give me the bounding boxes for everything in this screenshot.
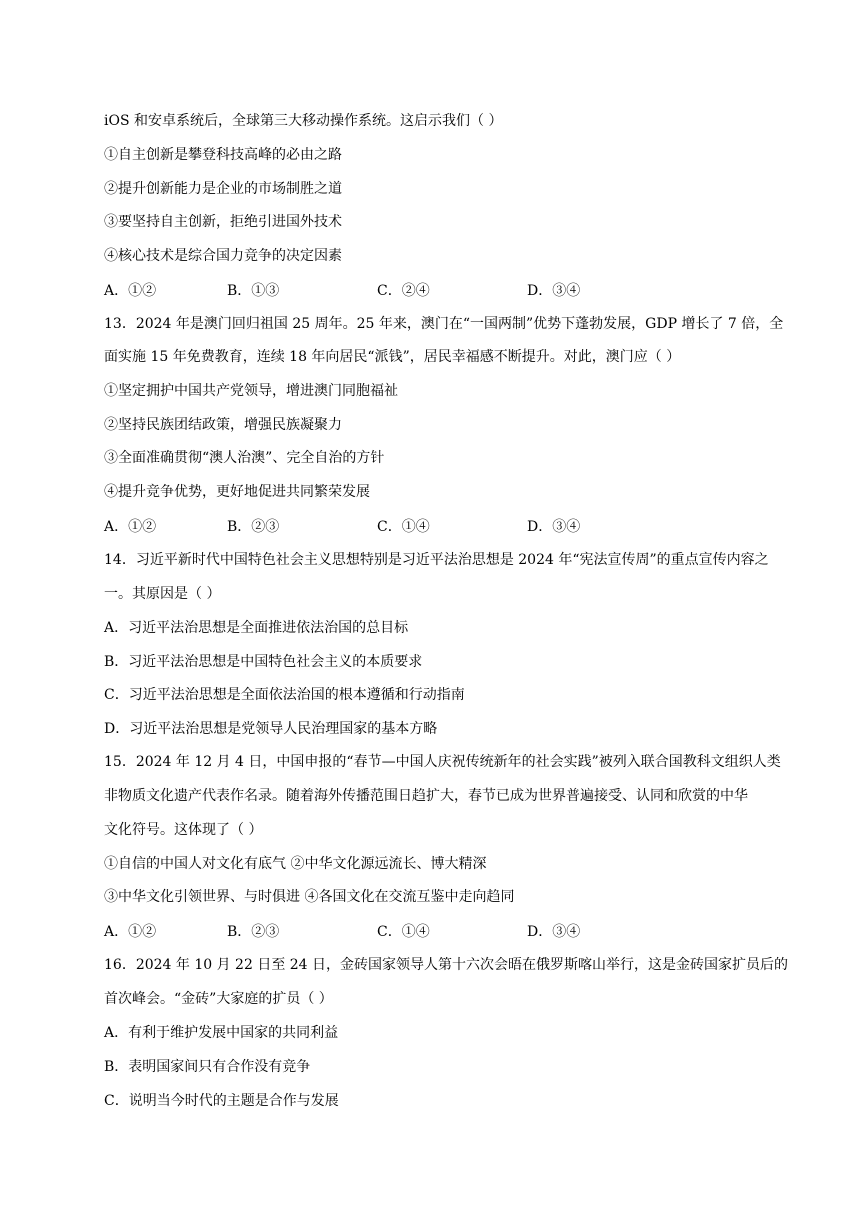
q15-stem-line-1: 15．2024 年 12 月 4 日，中国申报的“春节—中国人庆祝传统新年的社会实践”被列入联合国教科文组织人类 xyxy=(104,754,781,770)
q15-option-d[interactable]: D．③④ xyxy=(527,924,581,940)
q12-option-d[interactable]: D．③④ xyxy=(527,283,581,299)
q12-item-4: ④核心技术是综合国力竞争的决定因素 xyxy=(104,248,342,264)
q12-item-1: ①自主创新是攀登科技高峰的必由之路 xyxy=(104,147,342,163)
q12-item-2: ②提升创新能力是企业的市场制胜之道 xyxy=(104,181,342,197)
q13-option-a[interactable]: A．①② xyxy=(104,519,157,535)
q14-option-b[interactable]: B．习近平法治思想是中国特色社会主义的本质要求 xyxy=(104,654,423,670)
q15-option-c[interactable]: C．①④ xyxy=(377,924,430,940)
q13-item-2: ②坚持民族团结政策，增强民族凝聚力 xyxy=(104,417,342,433)
q13-option-d[interactable]: D．③④ xyxy=(527,519,581,535)
q12-option-c[interactable]: C．②④ xyxy=(377,283,430,299)
q12-stem-tail: iOS 和安卓系统后，全球第三大移动操作系统。这启示我们（ ） xyxy=(104,113,503,129)
q13-stem-line-2: 面实施 15 年免费教育，连续 18 年向居民“派钱”，居民幸福感不断提升。对此，澳门应（ ） xyxy=(104,349,681,365)
q13-option-c[interactable]: C．①④ xyxy=(377,519,430,535)
q15-item-line-1: ①自信的中国人对文化有底气 ②中华文化源远流长、博大精深 xyxy=(104,856,487,872)
q13-item-1: ①坚定拥护中国共产党领导，增进澳门同胞福祉 xyxy=(104,383,398,399)
q13-item-3: ③全面准确贯彻“澳人治澳”、完全自治的方针 xyxy=(104,450,385,466)
q16-option-b[interactable]: B．表明国家间只有合作没有竞争 xyxy=(104,1059,311,1075)
q14-option-d[interactable]: D．习近平法治思想是党领导人民治理国家的基本方略 xyxy=(104,721,438,737)
q13-option-b[interactable]: B．②③ xyxy=(227,519,280,535)
q14-option-c[interactable]: C．习近平法治思想是全面依法治国的根本遵循和行动指南 xyxy=(104,687,465,703)
q15-option-a[interactable]: A．①② xyxy=(104,924,157,940)
q12-item-3: ③要坚持自主创新，拒绝引进国外技术 xyxy=(104,214,342,230)
q16-stem-line-2: 首次峰会。“金砖”大家庭的扩员（ ） xyxy=(104,991,333,1007)
q16-option-c[interactable]: C．说明当今时代的主题是合作与发展 xyxy=(104,1093,339,1109)
q14-stem-line-1: 14．习近平新时代中国特色社会主义思想特别是习近平法治思想是 2024 年“宪法宣传周”的重点宣传内容之 xyxy=(104,552,769,568)
q16-stem-line-1: 16．2024 年 10 月 22 日至 24 日，金砖国家领导人第十六次会晤在俄罗斯喀山举行，这是金砖国家扩员后的 xyxy=(104,957,789,973)
q12-option-a[interactable]: A．①② xyxy=(104,283,157,299)
q12-option-b[interactable]: B．①③ xyxy=(227,283,280,299)
q14-option-a[interactable]: A．习近平法治思想是全面推进依法治国的总目标 xyxy=(104,620,409,636)
q15-option-b[interactable]: B．②③ xyxy=(227,924,280,940)
q16-option-a[interactable]: A．有利于维护发展中国家的共同利益 xyxy=(104,1025,339,1041)
q15-stem-line-2: 非物质文化遗产代表作名录。随着海外传播范围日趋扩大，春节已成为世界普遍接受、认同和欣赏的中华 xyxy=(104,788,748,804)
q13-item-4: ④提升竞争优势，更好地促进共同繁荣发展 xyxy=(104,484,370,500)
q14-stem-line-2: 一。其原因是（ ） xyxy=(104,586,221,602)
q15-item-line-2: ③中华文化引领世界、与时俱进 ④各国文化在交流互鉴中走向趋同 xyxy=(104,889,515,905)
q15-stem-line-3: 文化符号。这体现了（ ） xyxy=(104,822,263,838)
q13-stem-line-1: 13．2024 年是澳门回归祖国 25 周年。25 年来，澳门在“一国两制”优势下蓬勃发展，GDP 增长了 7 倍，全 xyxy=(104,316,784,332)
